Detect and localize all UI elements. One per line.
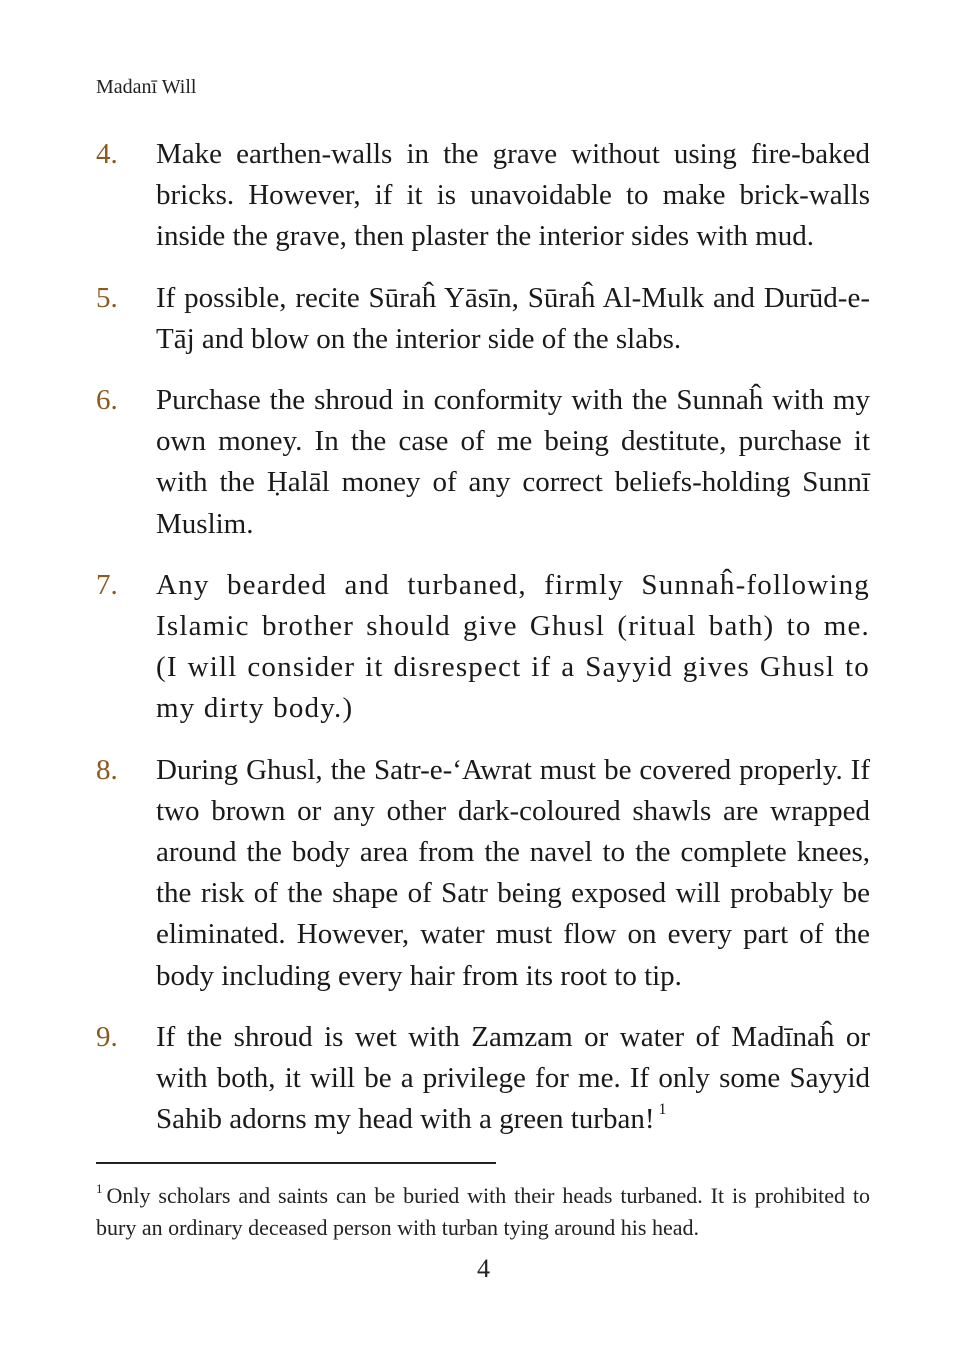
will-instructions-list xyxy=(96,134,870,1160)
list-item-number: 8. xyxy=(96,753,118,786)
list-item xyxy=(96,565,870,730)
list-item-number: 4. xyxy=(96,138,118,170)
footnote-reference[interactable]: 1 xyxy=(658,1100,667,1118)
list-item xyxy=(96,1017,870,1141)
list-item-text: Purchase the shroud in conformity with the Sunnaĥ with my own money. In the case of me being destitute, purchase it with the Ḥalāl money of any correct beliefs-holding Sunnī Muslim. xyxy=(156,384,870,540)
list-item-text-container xyxy=(156,1017,870,1141)
footnote xyxy=(96,1180,870,1244)
list-item-text: Make earthen-walls in the grave without using fire-baked bricks. However, if it is unavoidable to make brick-walls inside the grave, then plaster the interior sides with mud. xyxy=(156,138,870,253)
list-item xyxy=(96,380,870,545)
list-item-text: If possible, recite Sūraĥ Yāsīn, Sūraĥ Al-Mulk and Durūd-e-Tāj and blow on the interior side of the slabs. xyxy=(156,281,870,355)
footnote-text: Only scholars and saints can be buried with their heads turbaned. It is prohibited to bury an ordinary deceased person with turban tying around his head. xyxy=(96,1183,870,1240)
list-item-text: If the shroud is wet with Zamzam or water of Madīnaĥ or with both, it will be a privilege for me. If only some Sayyid Sahib adorns my head with a green turban! xyxy=(156,1020,870,1136)
running-header-title: Madanī Will xyxy=(96,76,197,98)
list-item xyxy=(96,134,870,258)
list-item xyxy=(96,750,870,997)
footnote-separator xyxy=(96,1162,496,1164)
list-item-number: 6. xyxy=(96,384,118,417)
list-item xyxy=(96,278,870,360)
list-item-number: 5. xyxy=(96,281,118,314)
footnote-marker: 1 xyxy=(96,1180,103,1196)
list-item-number: 7. xyxy=(96,568,118,601)
list-item-text: During Ghusl, the Satr-e-‘Awrat must be covered properly. If two brown or any other dark-coloured shawls are wrapped around the body area from the navel to the complete knees, the risk of the shape of Satr being exposed will probably be eliminated. However, water must flow on every part of the body including every hair from its root to tip. xyxy=(156,753,870,992)
page-number: 4 xyxy=(477,1254,490,1283)
list-item-number: 9. xyxy=(96,1020,118,1053)
list-item-text: Any bearded and turbaned, firmly Sunnaĥ-following Islamic brother should give Ghusl (ritual bath) to me. (I will consider it disrespect if a Sayyid gives Ghusl to my dirty body.) xyxy=(156,568,870,725)
